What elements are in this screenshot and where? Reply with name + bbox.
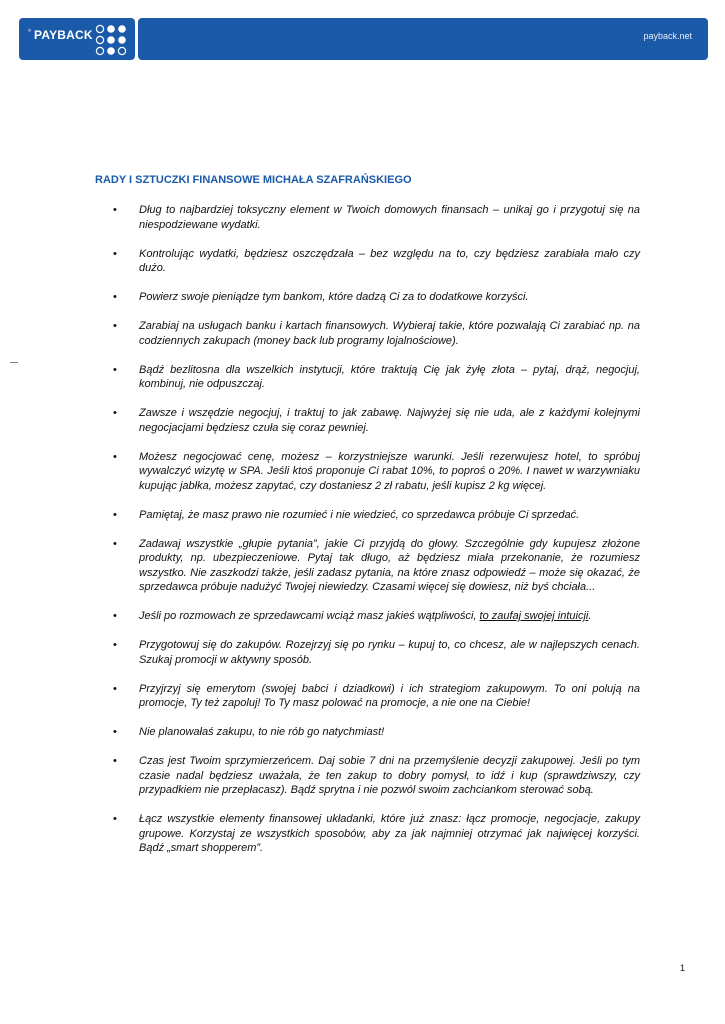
- tip-item: [113, 508, 640, 523]
- bullet-icon: •: [113, 755, 117, 767]
- tips-list: [113, 203, 640, 870]
- logo-dots-icon: [95, 24, 131, 56]
- tip-item: [113, 203, 640, 232]
- tip-item-intuition: [113, 609, 640, 624]
- tip-text: Czas jest Twoim sprzymierzeńcem. Daj sobie 7 dni na przemyślenie decyzji zakupowej. Jeśli po tym czasie nadal będziesz uważała, że ten zakup to dobry pomysł, to idź i kup (sprawdziwszy, czy przypadkiem nie przepłacasz). Bądź sprytna i nie pozwól swoim zachciankom sterować sobą.: [139, 755, 640, 796]
- tip-item: [113, 319, 640, 348]
- tip-underlined-text: to zaufaj swojej intuicji: [479, 610, 589, 622]
- tip-text: Jeśli po rozmowach ze sprzedawcami wciąż masz jakieś wątpliwości,: [139, 610, 480, 622]
- tip-item: [113, 450, 640, 494]
- bullet-icon: •: [113, 682, 117, 695]
- bullet-icon: •: [113, 407, 117, 419]
- bullet-icon: •: [113, 813, 117, 825]
- payback-logo[interactable]: [19, 18, 135, 60]
- tip-text: Nie planowałaś zakupu, to nie rób go natychmiast!: [139, 726, 385, 738]
- bullet-icon: •: [113, 450, 117, 463]
- bullet-icon: •: [113, 508, 117, 521]
- tip-text: Zawsze i wszędzie negocjuj, i traktuj to jak zabawę. Najwyżej się nie uda, ale z każdymi kolejnymi negocjacjami będziesz czuła się coraz pewniej.: [139, 407, 640, 434]
- logo-ring-mark: °: [28, 28, 32, 37]
- tip-item: [113, 725, 640, 740]
- tip-text: Łącz wszystkie elementy finansowej układanki, które już znasz: łącz promocje, negocjacje, zakupy grupowe. Korzystaj ze wszystkich sposobów, aby za jak najmniej otrzymać jak najwięcej korzyści. Bądź „smart shopperem”.: [139, 813, 640, 854]
- tip-text: Przygotowuj się do zakupów. Rozejrzyj się po rynku – kupuj to, co chcesz, ale w najlepszych cenach. Szukaj promocji w aktywny sposób.: [139, 639, 640, 666]
- bullet-icon: •: [113, 610, 117, 622]
- header-url-link[interactable]: payback.net: [643, 31, 692, 41]
- tip-item: [113, 406, 640, 435]
- bullet-icon: •: [113, 320, 117, 332]
- margin-mark: [10, 362, 18, 363]
- tip-item: [113, 363, 640, 392]
- tip-text-end: .: [588, 610, 592, 622]
- tip-text: Możesz negocjować cenę, możesz – korzystniejsze warunki. Jeśli rezerwujesz hotel, to spróbuj wywalczyć wizytę w SPA. Jeśli ktoś proponuje Ci rabat 10%, to poproś o 20%. I nawet w warzywniaku kupując jabłka, możesz zapytać, czy dostaniesz 2 zł rabatu, jeśli kupisz 2 kg więcej.: [139, 450, 640, 492]
- bullet-icon: •: [113, 247, 117, 260]
- tip-item: [113, 682, 640, 711]
- tip-item: [113, 638, 640, 667]
- tip-text: Bądź bezlitosna dla wszelkich instytucji, które traktują Cię jak żyłę złota – pytaj, drąż, negocjuj, kombinuj, nie odpuszczaj.: [139, 363, 640, 390]
- tip-text: Kontrolując wydatki, będziesz oszczędzała – bez względu na to, czy będziesz zarabiała mało czy dużo.: [139, 247, 640, 274]
- logo-wordmark: PAYBACK: [34, 28, 93, 42]
- tip-text: Dług to najbardziej toksyczny element w Twoich domowych finansach – unikaj go i przygotuj się na niespodziewane wydatki.: [139, 204, 640, 231]
- header-bar: [138, 18, 708, 60]
- page-number: 1: [680, 963, 686, 973]
- tip-text: Zarabiaj na usługach banku i kartach finansowych. Wybieraj takie, które pozwalają Ci zarabiać np. na codziennych zakupach (money back lub programy lojalnościowe).: [139, 320, 640, 347]
- bullet-icon: •: [113, 726, 117, 738]
- tip-item: [113, 754, 640, 798]
- tip-text: Zadawaj wszystkie „głupie pytania”, jakie Ci przyjdą do głowy. Szczególnie gdy kupujesz złożone produkty, np. ubezpieczeniowe. Pytaj tak długo, aż będziesz miała przekonanie, że rozumiesz wszystko. Nie zaszkodzi także, jeśli zadasz pytania, na które znasz odpowiedź – może się okazać, że sprzedawca próbuje nadużyć Twojej niewiedzy. Czasami więcej się dowiesz, niż byś chciała...: [139, 537, 640, 593]
- bullet-icon: •: [113, 363, 117, 376]
- tip-item: [113, 247, 640, 276]
- tip-item: [113, 812, 640, 856]
- tip-item: [113, 290, 640, 305]
- tip-item: [113, 537, 640, 595]
- tip-text: Przyjrzyj się emerytom (swojej babci i dziadkowi) i ich strategiom zakupowym. To oni polują na promocje, Ty też zapoluj! To Ty masz polować na promocje, a nie one na Ciebie!: [139, 682, 640, 709]
- tip-text: Pamiętaj, że masz prawo nie rozumieć i nie wiedzieć, co sprzedawca próbuje Ci sprzedać.: [139, 508, 580, 521]
- document-title: RADY I SZTUCZKI FINANSOWE MICHAŁA SZAFRAŃSKIEGO: [95, 174, 412, 186]
- bullet-icon: •: [113, 204, 117, 216]
- bullet-icon: •: [113, 639, 117, 651]
- bullet-icon: •: [113, 291, 117, 303]
- bullet-icon: •: [113, 537, 117, 550]
- tip-text: Powierz swoje pieniądze tym bankom, które dadzą Ci za to dodatkowe korzyści.: [139, 291, 529, 303]
